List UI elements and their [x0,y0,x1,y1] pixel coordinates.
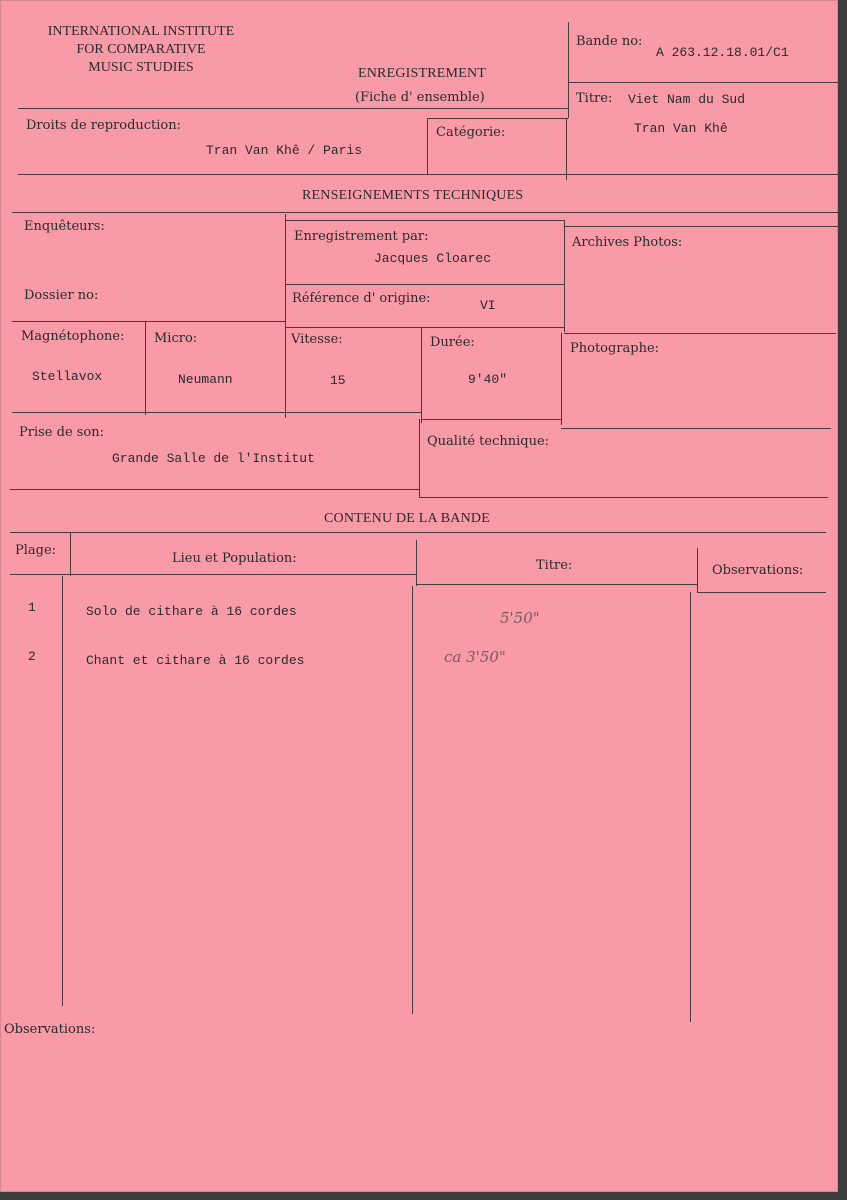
divider [697,592,826,593]
enregistrement-label: Enregistrement par: [294,229,429,244]
archives-label: Archives Photos: [572,235,683,250]
photographe-label: Photographe: [570,341,660,356]
bande-value: A 263.12.18.01/C1 [656,45,789,60]
enqueteurs-label: Enquêteurs: [24,219,105,234]
form-subtitle: (Fiche d' ensemble) [355,90,485,105]
institute-name [26,23,256,77]
droits-value: Tran Van Khê / Paris [206,143,363,158]
col-observations: Observations: [712,563,804,578]
divider [564,333,836,334]
divider [419,419,420,497]
titre-label: Titre: [576,91,613,106]
divider [10,489,419,490]
qualite-label: Qualité technique: [427,434,550,449]
divider [12,212,838,213]
enregistrement-value: Jacques Cloarec [374,251,492,266]
divider [564,220,565,332]
row-2-lieu: Chant et cithare à 16 cordes [86,653,305,668]
micro-value: Neumann [178,372,233,387]
titre-value-1: Viet Nam du Sud [628,92,746,107]
titre-value-2: Tran Van Khê [634,121,728,136]
divider [561,333,562,425]
magnetophone-value: Stellavox [32,369,103,384]
divider [561,428,831,429]
divider [416,540,417,586]
divider [427,118,568,119]
form-title: ENREGISTREMENT [358,66,487,81]
divider [421,419,561,420]
droits-label: Droits de reproduction: [26,118,182,133]
vitesse-value: 15 [330,373,346,388]
divider [568,22,569,118]
row-2-titre: ca 3'50" [444,648,506,666]
contenu-heading: CONTENU DE LA BANDE [324,511,490,526]
divider [412,586,413,1014]
duree-label: Durée: [430,335,475,350]
institute-line-1: INTERNATIONAL INSTITUTE [47,24,235,39]
dossier-label: Dossier no: [24,288,99,303]
divider [419,497,828,498]
col-lieu: Lieu et Population: [172,551,297,566]
micro-label: Micro: [154,331,198,346]
institute-line-3: MUSIC STUDIES [88,60,194,75]
divider [690,592,691,1022]
divider [145,321,146,415]
divider [416,584,697,585]
divider [566,118,567,180]
prise-label: Prise de son: [19,425,105,440]
divider [18,108,568,109]
divider [12,321,285,322]
divider [564,226,838,227]
divider [421,327,422,423]
row-2-plage: 2 [28,649,36,664]
magnetophone-label: Magnétophone: [21,329,125,344]
divider [568,82,838,83]
reference-label: Référence d' origine: [292,291,431,306]
divider [70,532,71,576]
categorie-label: Catégorie: [436,125,506,140]
row-1-plage: 1 [28,600,36,615]
divider [10,532,826,533]
institute-line-2: FOR COMPARATIVE [76,42,206,57]
bande-label: Bande no: [576,34,643,49]
divider [285,327,564,328]
col-plage: Plage: [15,543,57,558]
col-titre: Titre: [536,558,573,573]
row-1-lieu: Solo de cithare à 16 cordes [86,604,297,619]
divider [285,284,564,285]
divider [697,548,698,592]
reference-value: VI [480,298,496,313]
divider [62,576,63,1006]
divider [10,574,416,575]
duree-value: 9'40" [468,372,508,387]
tech-heading: RENSEIGNEMENTS TECHNIQUES [302,188,524,203]
prise-value: Grande Salle de l'Institut [112,451,315,466]
divider [427,118,428,174]
vitesse-label: Vitesse: [291,332,343,347]
divider [18,174,838,175]
divider [285,220,564,221]
row-1-titre: 5'50" [500,609,540,627]
divider [285,214,286,418]
footer-observations-label: Observations: [4,1022,96,1037]
divider [12,412,421,413]
